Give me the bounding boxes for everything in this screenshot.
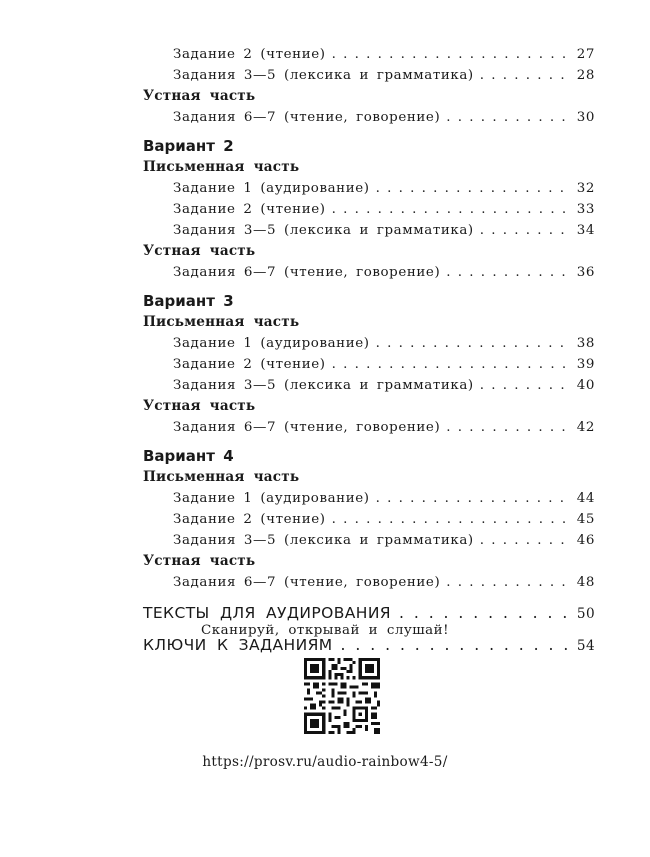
toc-entry[interactable] bbox=[143, 199, 595, 220]
toc-entry[interactable] bbox=[143, 44, 595, 65]
toc-page-number: 32 bbox=[576, 181, 595, 196]
toc-entry[interactable] bbox=[143, 333, 595, 354]
qr-code-icon[interactable] bbox=[304, 658, 380, 734]
part-heading-written: Письменная часть bbox=[143, 469, 300, 485]
toc-page-number: 40 bbox=[576, 378, 595, 393]
toc-entry[interactable] bbox=[143, 262, 595, 283]
toc-entry[interactable] bbox=[143, 107, 595, 128]
table-of-contents bbox=[143, 44, 595, 657]
dot-leader bbox=[446, 572, 569, 593]
toc-entry-label: Задание 2 (чтение) bbox=[173, 512, 326, 527]
toc-entry-label: Задание 2 (чтение) bbox=[173, 202, 326, 217]
toc-page-number: 34 bbox=[576, 223, 595, 238]
toc-entry[interactable] bbox=[143, 509, 595, 530]
toc-entry-label: Задание 1 (аудирование) bbox=[173, 181, 370, 196]
toc-entry-label: Задания 3—5 (лексика и грамматика) bbox=[173, 223, 474, 238]
toc-page-number: 44 bbox=[576, 491, 595, 506]
audio-url[interactable]: https://prosv.ru/audio-rainbow4-5/ bbox=[202, 754, 448, 770]
toc-entry-label: Задание 2 (чтение) bbox=[173, 47, 326, 62]
toc-entry-label: Задания 3—5 (лексика и грамматика) bbox=[173, 533, 474, 548]
toc-entry-label: Задания 6—7 (чтение, говорение) bbox=[173, 420, 441, 435]
dot-leader bbox=[332, 354, 569, 375]
toc-entry-label: Задание 1 (аудирование) bbox=[173, 491, 370, 506]
toc-entry-label: Задания 6—7 (чтение, говорение) bbox=[173, 110, 441, 125]
toc-page-number: 30 bbox=[576, 110, 595, 125]
part-heading-oral: Устная часть bbox=[143, 243, 256, 259]
toc-page-number: 54 bbox=[576, 638, 595, 654]
toc-page-number: 42 bbox=[576, 420, 595, 435]
toc-entry[interactable] bbox=[143, 572, 595, 593]
toc-entry-label: Задания 6—7 (чтение, говорение) bbox=[173, 265, 441, 280]
part-heading-oral: Устная часть bbox=[143, 553, 256, 569]
dot-leader bbox=[332, 44, 569, 65]
toc-entry-label: Задания 6—7 (чтение, говорение) bbox=[173, 575, 441, 590]
variant-heading: Вариант 3 bbox=[143, 292, 234, 310]
toc-section-listening-texts[interactable] bbox=[143, 601, 595, 625]
dot-leader bbox=[332, 199, 569, 220]
toc-page-number: 38 bbox=[576, 336, 595, 351]
toc-entry[interactable] bbox=[143, 65, 595, 86]
dot-leader bbox=[376, 178, 569, 199]
toc-page-number: 39 bbox=[576, 357, 595, 372]
dot-leader bbox=[376, 488, 569, 509]
dot-leader bbox=[480, 220, 569, 241]
toc-entry[interactable] bbox=[143, 417, 595, 438]
part-heading-written: Письменная часть bbox=[143, 159, 300, 175]
toc-entry[interactable] bbox=[143, 178, 595, 199]
toc-page-number: 48 bbox=[576, 575, 595, 590]
part-heading-oral: Устная часть bbox=[143, 398, 256, 414]
dot-leader bbox=[376, 333, 569, 354]
toc-page-number: 46 bbox=[576, 533, 595, 548]
toc-entry-label: Задание 1 (аудирование) bbox=[173, 336, 370, 351]
part-heading-written: Письменная часть bbox=[143, 314, 300, 330]
dot-leader bbox=[480, 65, 569, 86]
dot-leader bbox=[480, 375, 569, 396]
dot-leader bbox=[480, 530, 569, 551]
dot-leader bbox=[446, 262, 569, 283]
toc-section-label: ТЕКСТЫ ДЛЯ АУДИРОВАНИЯ bbox=[143, 604, 391, 622]
toc-section-label: КЛЮЧИ К ЗАДАНИЯМ bbox=[143, 636, 333, 654]
toc-page-number: 45 bbox=[576, 512, 595, 527]
toc-page-number: 50 bbox=[576, 606, 595, 622]
toc-page-number: 27 bbox=[576, 47, 595, 62]
dot-leader bbox=[446, 417, 569, 438]
toc-entry[interactable] bbox=[143, 488, 595, 509]
toc-entry-label: Задания 3—5 (лексика и грамматика) bbox=[173, 68, 474, 83]
toc-page-number: 33 bbox=[576, 202, 595, 217]
toc-entry[interactable] bbox=[143, 220, 595, 241]
toc-page-number: 28 bbox=[576, 68, 595, 83]
part-heading-oral: Устная часть bbox=[143, 88, 256, 104]
toc-page-number: 36 bbox=[576, 265, 595, 280]
scan-prompt: Сканируй, открывай и слушай! bbox=[201, 623, 449, 638]
toc-entry-label: Задание 2 (чтение) bbox=[173, 357, 326, 372]
toc-entry-label: Задания 3—5 (лексика и грамматика) bbox=[173, 378, 474, 393]
toc-entry[interactable] bbox=[143, 375, 595, 396]
dot-leader bbox=[399, 601, 569, 625]
variant-heading: Вариант 4 bbox=[143, 447, 234, 465]
dot-leader bbox=[332, 509, 569, 530]
toc-entry[interactable] bbox=[143, 354, 595, 375]
dot-leader bbox=[446, 107, 569, 128]
toc-entry[interactable] bbox=[143, 530, 595, 551]
variant-heading: Вариант 2 bbox=[143, 137, 234, 155]
